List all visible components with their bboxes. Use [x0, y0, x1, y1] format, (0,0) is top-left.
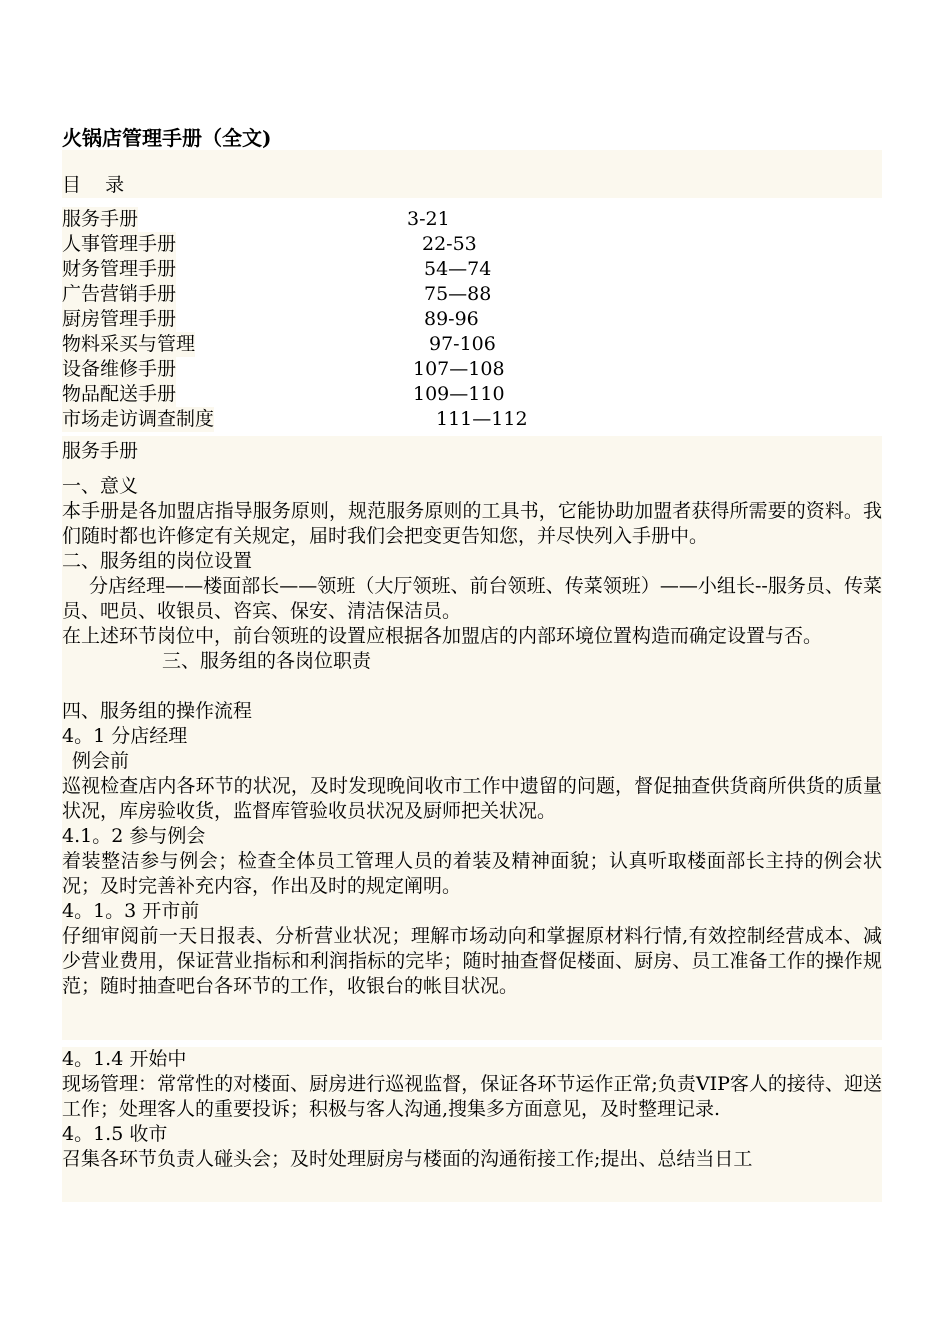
- toc-entry-pages: 109—110: [413, 383, 505, 405]
- toc-entry-label: 财务管理手册: [62, 258, 177, 280]
- body-shaded-block: [62, 436, 882, 1040]
- paragraph-attend-meeting: 着装整洁参与例会；检查全体员工管理人员的着装及精神面貌；认真听取楼面部长主持的例会状况；及时完善补充内容，作出及时的规定阐明。: [62, 850, 882, 897]
- toc-entry: [62, 407, 528, 432]
- heading-meaning: 一、意义: [62, 475, 139, 497]
- subheading-in-business: 4。1.4 开始中: [62, 1048, 187, 1070]
- toc-entry-pages: 89-96: [424, 308, 479, 330]
- toc-entry-pages: 111—112: [436, 408, 528, 430]
- toc-entry-pages: 97-106: [429, 333, 496, 355]
- toc-entry-label: 市场走访调查制度: [62, 408, 215, 430]
- toc-entry: [62, 207, 522, 232]
- section-title: 服务手册: [62, 440, 139, 462]
- paragraph-closing: 召集各环节负责人碰头会；及时处理厨房与楼面的沟通衔接工作;提出、总结当日工: [62, 1148, 753, 1170]
- paragraph-meaning: 本手册是各加盟店指导服务原则，规范服务原则的工具书，它能协助加盟者获得所需要的资料。我们随时都也许修定有关规定，届时我们会把变更告知您，并尽快列入手册中。: [62, 500, 882, 547]
- toc-entry: [62, 232, 522, 257]
- toc-entry-label: 广告营销手册: [62, 283, 177, 305]
- subheading-closing: 4。1.5 收市: [62, 1123, 168, 1145]
- paragraph-org-chain: 分店经理——楼面部长——领班（大厅领班、前台领班、传菜领班）——小组长--服务员、传菜员、吧员、收银员、咨宾、保安、清洁保洁员。: [62, 575, 882, 622]
- heading-positions: 二、服务组的岗位设置: [62, 550, 253, 572]
- paragraph-front-desk: 在上述环节岗位中，前台领班的设置应根据各加盟店的内部环境位置构造而确定设置与否。: [62, 625, 823, 647]
- subheading-before-meeting: 例会前: [72, 750, 130, 772]
- toc-entry-label: 设备维修手册: [62, 358, 177, 380]
- toc-entry-label: 物品配送手册: [62, 383, 177, 405]
- table-of-contents: [62, 207, 528, 432]
- subheading-branch-manager: 4。1 分店经理: [62, 725, 188, 747]
- toc-entry-pages: 107—108: [413, 358, 505, 380]
- toc-entry-pages: 22-53: [422, 233, 477, 255]
- toc-entry-label: 服务手册: [62, 208, 139, 230]
- toc-entry-label: 人事管理手册: [62, 233, 177, 255]
- toc-entry: [62, 257, 522, 282]
- subheading-attend-meeting: 4.1。2 参与例会: [62, 825, 206, 847]
- subheading-before-opening: 4。1。3 开市前: [62, 900, 200, 922]
- document-title: 火锅店管理手册（全文): [62, 126, 272, 150]
- toc-entry: [62, 382, 522, 407]
- toc-entry: [62, 282, 522, 307]
- toc-heading: 目 录: [62, 174, 125, 196]
- heading-duties: 三、服务组的各岗位职责: [162, 650, 372, 672]
- toc-entry: [62, 307, 522, 332]
- toc-entry-label: 厨房管理手册: [62, 308, 177, 330]
- toc-heading-block: [62, 150, 882, 198]
- heading-workflow: 四、服务组的操作流程: [62, 700, 253, 722]
- paragraph-before-meeting: 巡视检查店内各环节的状况，及时发现晚间收市工作中遗留的问题，督促抽查供货商所供货的质量状况，库房验收货，监督库管验收员状况及厨师把关状况。: [62, 775, 882, 822]
- body-shaded-block-2: [62, 1047, 882, 1202]
- toc-entry-pages: 75—88: [424, 283, 492, 305]
- paragraph-before-opening: 仔细审阅前一天日报表、分析营业状况；理解市场动向和掌握原材料行情,有效控制经营成本、减少营业费用，保证营业指标和利润指标的完毕；随时抽查督促楼面、厨房、员工准备工作的操作规范；随时抽查吧台各环节的工作，收银台的帐目状况。: [62, 925, 882, 997]
- toc-entry-pages: 54—74: [424, 258, 492, 280]
- toc-entry-label: 物料采买与管理: [62, 333, 196, 355]
- toc-entry-pages: 3-21: [407, 208, 450, 230]
- toc-entry: [62, 332, 522, 357]
- paragraph-in-business: 现场管理：常常性的对楼面、厨房进行巡视监督，保证各环节运作正常;负责VIP客人的接待、迎送工作；处理客人的重要投诉；积极与客人沟通,搜集多方面意见，及时整理记录.: [62, 1073, 882, 1120]
- toc-entry: [62, 357, 522, 382]
